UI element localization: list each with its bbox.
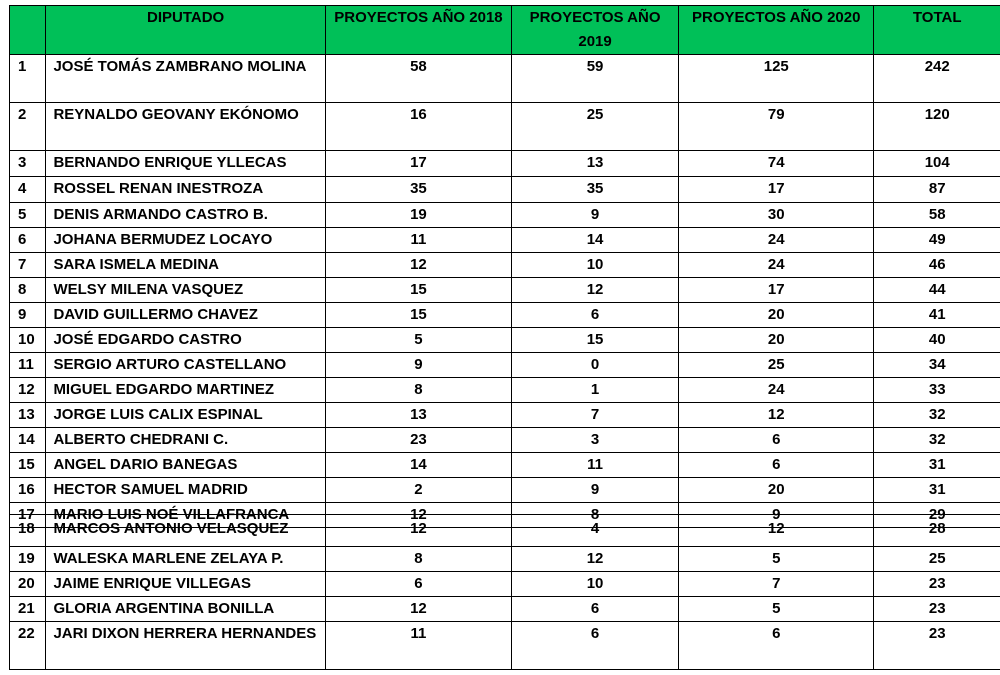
header-2020: PROYECTOS AÑO 2020 xyxy=(679,6,874,55)
row-index: 21 xyxy=(10,597,46,622)
projects-2019: 7 xyxy=(512,403,679,428)
row-index: 20 xyxy=(10,572,46,597)
projects-total: 58 xyxy=(874,203,1000,228)
table-row xyxy=(10,478,1000,503)
projects-2019: 12 xyxy=(512,547,679,572)
projects-total: 41 xyxy=(874,303,1000,328)
projects-total: 31 xyxy=(874,478,1000,503)
table-row xyxy=(10,453,1000,478)
table-row xyxy=(10,403,1000,428)
row-index: 22 xyxy=(10,622,46,670)
projects-total: 25 xyxy=(874,547,1000,572)
table-body-1 xyxy=(10,55,1000,528)
projects-2018: 23 xyxy=(325,428,511,453)
row-index: 3 xyxy=(10,151,46,177)
projects-2018: 58 xyxy=(325,55,511,103)
header-diputado: DIPUTADO xyxy=(46,6,325,55)
projects-2018: 8 xyxy=(325,378,511,403)
projects-2019: 10 xyxy=(512,253,679,278)
diputado-name: MARIO LUIS NOÉ VILLAFRANCA xyxy=(46,503,325,528)
row-index: 19 xyxy=(10,547,46,572)
projects-2020: 30 xyxy=(679,203,874,228)
row-index: 1 xyxy=(10,55,46,103)
diputado-name: JOSÉ TOMÁS ZAMBRANO MOLINA xyxy=(46,55,325,103)
projects-2018: 16 xyxy=(325,103,511,151)
diputado-name: GLORIA ARGENTINA BONILLA xyxy=(46,597,325,622)
projects-2020: 79 xyxy=(679,103,874,151)
projects-2019: 11 xyxy=(512,453,679,478)
projects-2018: 15 xyxy=(325,303,511,328)
projects-2019: 25 xyxy=(512,103,679,151)
row-index: 18 xyxy=(10,515,46,547)
row-index: 17 xyxy=(10,503,46,528)
diputado-name: JAIME ENRIQUE VILLEGAS xyxy=(46,572,325,597)
diputado-name: ROSSEL RENAN INESTROZA xyxy=(46,177,325,203)
diputado-name: SERGIO ARTURO CASTELLANO xyxy=(46,353,325,378)
projects-2020: 24 xyxy=(679,378,874,403)
header-row xyxy=(10,6,1000,55)
projects-total: 23 xyxy=(874,622,1000,670)
table-row xyxy=(10,547,1000,572)
diputado-name: MIGUEL EDGARDO MARTINEZ xyxy=(46,378,325,403)
row-index: 7 xyxy=(10,253,46,278)
projects-total: 23 xyxy=(874,572,1000,597)
table-row xyxy=(10,151,1000,177)
row-index: 8 xyxy=(10,278,46,303)
projects-2018: 19 xyxy=(325,203,511,228)
projects-total: 49 xyxy=(874,228,1000,253)
table-row xyxy=(10,55,1000,103)
table-row xyxy=(10,622,1000,670)
table-row xyxy=(10,228,1000,253)
projects-2018: 35 xyxy=(325,177,511,203)
row-index: 9 xyxy=(10,303,46,328)
projects-total: 32 xyxy=(874,403,1000,428)
projects-2018: 12 xyxy=(325,515,511,547)
table-row xyxy=(10,378,1000,403)
table-row xyxy=(10,278,1000,303)
diputado-name: WELSY MILENA VASQUEZ xyxy=(46,278,325,303)
projects-2020: 17 xyxy=(679,177,874,203)
diputado-name: JORGE LUIS CALIX ESPINAL xyxy=(46,403,325,428)
header-2018: PROYECTOS AÑO 2018 xyxy=(325,6,511,55)
row-index: 15 xyxy=(10,453,46,478)
projects-2020: 7 xyxy=(679,572,874,597)
projects-2018: 17 xyxy=(325,151,511,177)
projects-2019: 0 xyxy=(512,353,679,378)
projects-total: 34 xyxy=(874,353,1000,378)
projects-2018: 9 xyxy=(325,353,511,378)
projects-2020: 6 xyxy=(679,428,874,453)
projects-2018: 5 xyxy=(325,328,511,353)
diputado-name: MARCOS ANTONIO VELASQUEZ xyxy=(46,515,325,547)
diputado-name: JARI DIXON HERRERA HERNANDES xyxy=(46,622,325,670)
row-index: 10 xyxy=(10,328,46,353)
diputado-name: BERNANDO ENRIQUE YLLECAS xyxy=(46,151,325,177)
projects-2020: 74 xyxy=(679,151,874,177)
projects-2020: 20 xyxy=(679,303,874,328)
diputado-name: WALESKA MARLENE ZELAYA P. xyxy=(46,547,325,572)
projects-2020: 24 xyxy=(679,253,874,278)
table-row xyxy=(10,303,1000,328)
row-index: 5 xyxy=(10,203,46,228)
table-row xyxy=(10,597,1000,622)
projects-2019: 6 xyxy=(512,303,679,328)
table-row xyxy=(10,428,1000,453)
header-total: TOTAL xyxy=(874,6,1000,55)
projects-2018: 6 xyxy=(325,572,511,597)
projects-2019: 12 xyxy=(512,278,679,303)
projects-total: 23 xyxy=(874,597,1000,622)
diputado-name: ANGEL DARIO BANEGAS xyxy=(46,453,325,478)
projects-2018: 12 xyxy=(325,503,511,528)
projects-table-part-2 xyxy=(9,514,1000,670)
projects-2018: 13 xyxy=(325,403,511,428)
diputado-name: JOSÉ EDGARDO CASTRO xyxy=(46,328,325,353)
projects-2018: 12 xyxy=(325,253,511,278)
projects-2019: 59 xyxy=(512,55,679,103)
projects-2020: 24 xyxy=(679,228,874,253)
diputado-name: REYNALDO GEOVANY EKÓNOMO xyxy=(46,103,325,151)
projects-2020: 5 xyxy=(679,547,874,572)
projects-total: 44 xyxy=(874,278,1000,303)
row-index: 13 xyxy=(10,403,46,428)
projects-total: 104 xyxy=(874,151,1000,177)
projects-2018: 11 xyxy=(325,622,511,670)
row-index: 11 xyxy=(10,353,46,378)
projects-2018: 15 xyxy=(325,278,511,303)
row-index: 4 xyxy=(10,177,46,203)
projects-2019: 3 xyxy=(512,428,679,453)
projects-2019: 8 xyxy=(512,503,679,528)
projects-2019: 4 xyxy=(512,515,679,547)
projects-total: 29 xyxy=(874,503,1000,528)
projects-2018: 12 xyxy=(325,597,511,622)
projects-total: 120 xyxy=(874,103,1000,151)
diputado-name: DENIS ARMANDO CASTRO B. xyxy=(46,203,325,228)
projects-total: 242 xyxy=(874,55,1000,103)
projects-2020: 9 xyxy=(679,503,874,528)
projects-2019: 6 xyxy=(512,622,679,670)
diputado-name: DAVID GUILLERMO CHAVEZ xyxy=(46,303,325,328)
projects-2018: 8 xyxy=(325,547,511,572)
projects-total: 32 xyxy=(874,428,1000,453)
projects-2020: 20 xyxy=(679,478,874,503)
projects-table-part-1 xyxy=(9,5,1000,528)
projects-2020: 5 xyxy=(679,597,874,622)
diputado-name: JOHANA BERMUDEZ LOCAYO xyxy=(46,228,325,253)
projects-2020: 17 xyxy=(679,278,874,303)
table-row xyxy=(10,253,1000,278)
projects-total: 46 xyxy=(874,253,1000,278)
table-row xyxy=(10,203,1000,228)
projects-2019: 15 xyxy=(512,328,679,353)
projects-2020: 12 xyxy=(679,515,874,547)
header-index xyxy=(10,6,46,55)
row-index: 14 xyxy=(10,428,46,453)
row-index: 6 xyxy=(10,228,46,253)
projects-total: 31 xyxy=(874,453,1000,478)
table-row xyxy=(10,103,1000,151)
projects-2019: 6 xyxy=(512,597,679,622)
diputado-name: ALBERTO CHEDRANI C. xyxy=(46,428,325,453)
projects-2020: 25 xyxy=(679,353,874,378)
projects-2020: 12 xyxy=(679,403,874,428)
projects-total: 40 xyxy=(874,328,1000,353)
projects-2020: 125 xyxy=(679,55,874,103)
projects-total: 87 xyxy=(874,177,1000,203)
projects-2018: 14 xyxy=(325,453,511,478)
diputado-name: SARA ISMELA MEDINA xyxy=(46,253,325,278)
projects-2019: 1 xyxy=(512,378,679,403)
projects-2019: 10 xyxy=(512,572,679,597)
projects-2019: 14 xyxy=(512,228,679,253)
table-row xyxy=(10,515,1000,547)
table-row xyxy=(10,572,1000,597)
projects-2020: 6 xyxy=(679,453,874,478)
table-row xyxy=(10,353,1000,378)
projects-2018: 11 xyxy=(325,228,511,253)
projects-2019: 35 xyxy=(512,177,679,203)
projects-2020: 6 xyxy=(679,622,874,670)
row-index: 12 xyxy=(10,378,46,403)
row-index: 16 xyxy=(10,478,46,503)
header-2019: PROYECTOS AÑO 2019 xyxy=(512,6,679,55)
projects-2018: 2 xyxy=(325,478,511,503)
projects-total: 33 xyxy=(874,378,1000,403)
projects-2019: 9 xyxy=(512,203,679,228)
row-index: 2 xyxy=(10,103,46,151)
table-row xyxy=(10,177,1000,203)
diputado-name: HECTOR SAMUEL MADRID xyxy=(46,478,325,503)
projects-total: 28 xyxy=(874,515,1000,547)
projects-2020: 20 xyxy=(679,328,874,353)
table-body-2 xyxy=(10,515,1000,670)
projects-2019: 9 xyxy=(512,478,679,503)
table-row xyxy=(10,328,1000,353)
projects-2019: 13 xyxy=(512,151,679,177)
